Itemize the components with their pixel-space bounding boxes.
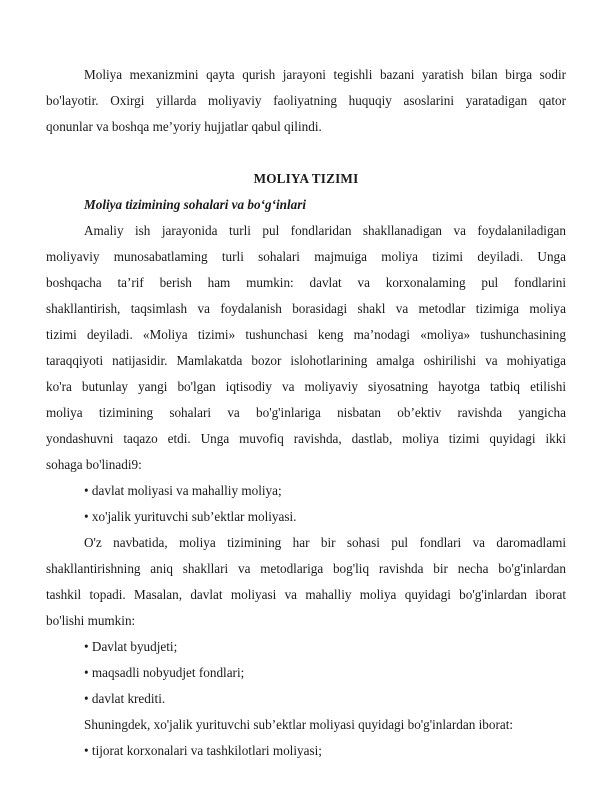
paragraph-line: sohaga bo'linadi9: xyxy=(46,457,142,472)
paragraph-line: ko'ra butunlay yangi bo'lgan iqtisodiy va moliyaviy siyosatning hayotga tatbiq etilishi xyxy=(46,379,566,394)
paragraph-line: Moliya mexanizmini qayta qurish jarayoni tegishli bazani yaratish bilan birga sodir xyxy=(84,67,566,82)
list-item-label: Davlat byudjeti; xyxy=(91,639,178,654)
paragraph-line: qonunlar va boshqa me’yoriy hujjatlar qabul qilindi. xyxy=(46,119,322,134)
paragraph-line: tizimi deyiladi. «Moliya tizimi» tushunchasi keng ma’nodagi «moliya» tushunchasining xyxy=(46,327,566,342)
paragraph-line: shakllantirishning aniq shakllari va metodlariga bog'liq ravishda bir necha bo'g'inlardan xyxy=(46,561,566,576)
bullet-glyph: • xyxy=(84,483,89,498)
paragraph-line: bo'layotir. Oxirgi yillarda moliyaviy faoliyatning huquqiy asoslarini yaratadigan qator xyxy=(46,93,566,108)
bullet-list-sohalar xyxy=(46,478,566,530)
paragraph-line: boshqacha ta’rif berish ham mumkin: davlat va korxonalaming pul fondlarini xyxy=(46,275,566,290)
bullet-glyph: • xyxy=(84,509,89,524)
paragraph-moliya-tizimi xyxy=(46,218,566,478)
paragraph-intro xyxy=(46,62,566,140)
bullet-list-xojalik xyxy=(46,738,566,764)
paragraph-line: bo'lishi mumkin: xyxy=(46,613,136,628)
blank-line xyxy=(46,140,566,166)
paragraph-line: moliya tizimining sohalari va bo'g'inlariga nisbatan ob’ektiv ravishda yangicha xyxy=(46,405,566,420)
subsection-title: Moliya tizimining sohalari va bo‘g‘inlari xyxy=(84,197,307,212)
section-title: MOLIYA TIZIMI xyxy=(253,171,359,186)
paragraph-line: Amaliy ish jarayonida turli pul fondlaridan shakllanadigan va foydalaniladigan xyxy=(84,223,566,238)
list-item xyxy=(46,634,566,660)
bullet-glyph: • xyxy=(84,691,89,706)
paragraph-line: taraqqiyoti natijasidir. Mamlakatda bozor islohotlarining amalga oshirilishi va mohiyatiga xyxy=(46,353,566,368)
paragraph-line: moliyaviy munosabatlaming turli sohalari majmuiga moliya tizimi deyiladi. Unga xyxy=(46,249,566,264)
list-item-label: davlat moliyasi va mahalliy moliya; xyxy=(91,483,282,498)
bullet-glyph: • xyxy=(84,639,89,654)
bullet-glyph: • xyxy=(84,665,89,680)
list-item xyxy=(46,478,566,504)
paragraph-line: yondashuvni taqazo etdi. Unga muvofiq ravishda, dastlab, moliya tizimi quyidagi ikki xyxy=(46,431,566,446)
bullet-glyph: • xyxy=(84,743,89,758)
paragraph-shuningdek: Shuningdek, xo'jalik yurituvchi sub’ektlar moliyasi quyidagi bo'g'inlardan iborat: xyxy=(84,717,514,732)
list-item-label: maqsadli nobyudjet fondlari; xyxy=(91,665,245,680)
list-item-label: xo'jalik yurituvchi sub’ektlar moliyasi. xyxy=(91,509,297,524)
list-item xyxy=(46,660,566,686)
paragraph-line: O'z navbatida, moliya tizimining har bir sohasi pul fondlari va daromadlami xyxy=(84,535,566,550)
list-item xyxy=(46,686,566,712)
bullet-list-davlat-moliyasi xyxy=(46,634,566,712)
paragraph-line: shakllantirish, taqsimlash va foydalanish borasidagi shakl va metodlar tizimiga moliya xyxy=(46,301,566,316)
paragraph-line: tashkil topadi. Masalan, davlat moliyasi va mahalliy moliya quyidagi bo'g'inlardan iborat xyxy=(46,587,566,602)
list-item xyxy=(46,738,566,764)
list-item-label: davlat krediti. xyxy=(91,691,166,706)
paragraph-oz-navbatida xyxy=(46,530,566,634)
list-item-label: tijorat korxonalari va tashkilotlari moliyasi; xyxy=(91,743,322,758)
list-item xyxy=(46,504,566,530)
document-body xyxy=(46,62,566,764)
